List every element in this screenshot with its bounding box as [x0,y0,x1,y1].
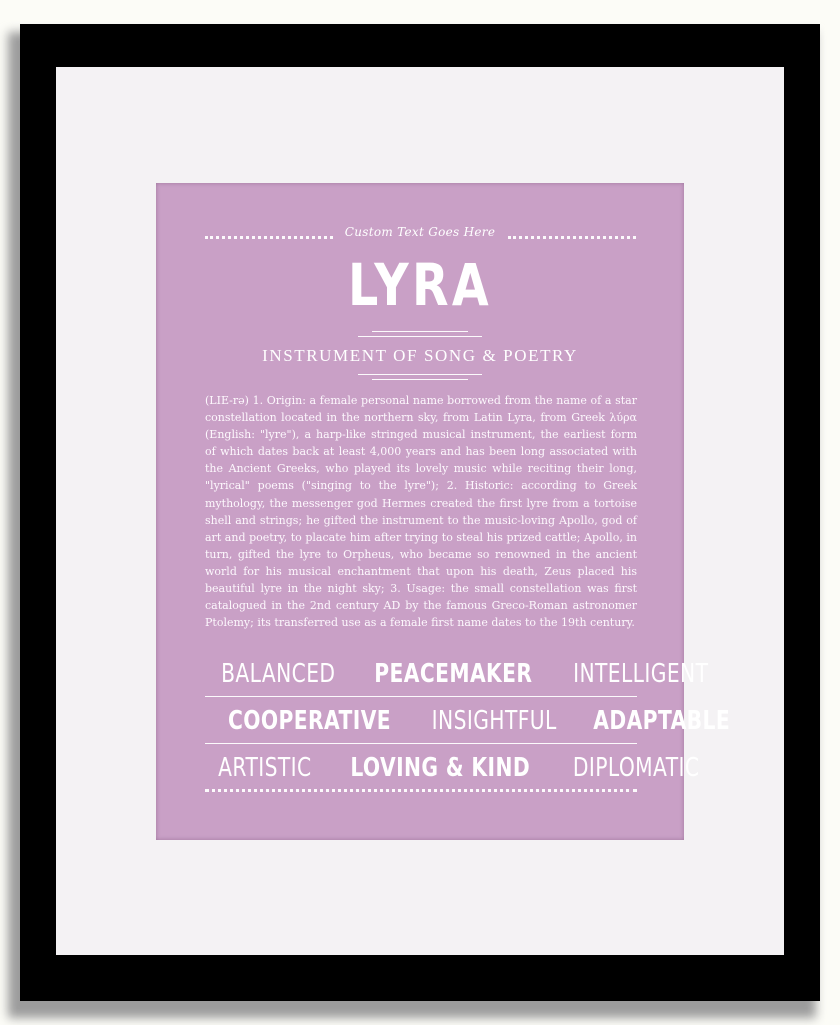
trait-row-2 [205,701,731,741]
trait-word: LOVING & KIND [350,753,530,783]
trait-word: INSIGHTFUL [431,706,557,736]
trait-divider-2 [205,743,637,744]
trait-word: INTELLIGENT [573,659,709,689]
name-underline-2 [358,336,482,337]
custom-text: Custom Text Goes Here [344,225,496,239]
name-meaning: INSTRUMENT OF SONG & POETRY [262,346,578,365]
trait-word: DIPLOMATIC [572,753,700,783]
name-title: LYRA [348,251,492,319]
dotted-divider-right [508,236,636,239]
name-underline-1 [372,331,468,332]
trait-row-1 [205,654,709,694]
name-print [156,183,731,840]
trait-word: ADAPTABLE [593,706,731,736]
name-definition: (LIE-rə) 1. Origin: a female personal name borrowed from the name of a star constellation located in the northern sky, from Latin Lyra, from Greek λύρα (English: "lyre"), a harp-like stringed musical instrument, the earliest form of which dates back at least 4,000 years and has been long associated with the Ancient Greeks, who played its lovely music while reciting their long, "lyrical" poems ("singing to the lyre"); 2. Historic: according to Greek mythology, the messenger god Hermes created the first lyre from a tortoise shell and strings; he gifted the instrument to the music-loving Apollo, god of art and poetry, to placate him after trying to steal his prized cattle; Apollo, in turn, gifted the lyre to Orpheus, who became so renowned in the ancient world for his musical enchantment that upon his death, Zeus placed his beautiful lyre in the night sky; 3. Usage: the small constellation was first catalogued in the 2nd century AD by the famous Greco-Roman astronomer Ptolemy; its transferred use as a female first name dates to the 19th century. [205,394,637,630]
trait-word: BALANCED [221,659,336,689]
trait-word: PEACEMAKER [373,659,532,689]
trait-row-3 [205,748,700,788]
meaning-underline-1 [358,374,482,375]
trait-divider-1 [205,696,637,697]
trait-word: ARTISTIC [218,753,312,783]
trait-word: COOPERATIVE [227,706,392,736]
dotted-divider-bottom [205,789,637,792]
meaning-underline-2 [372,379,468,380]
